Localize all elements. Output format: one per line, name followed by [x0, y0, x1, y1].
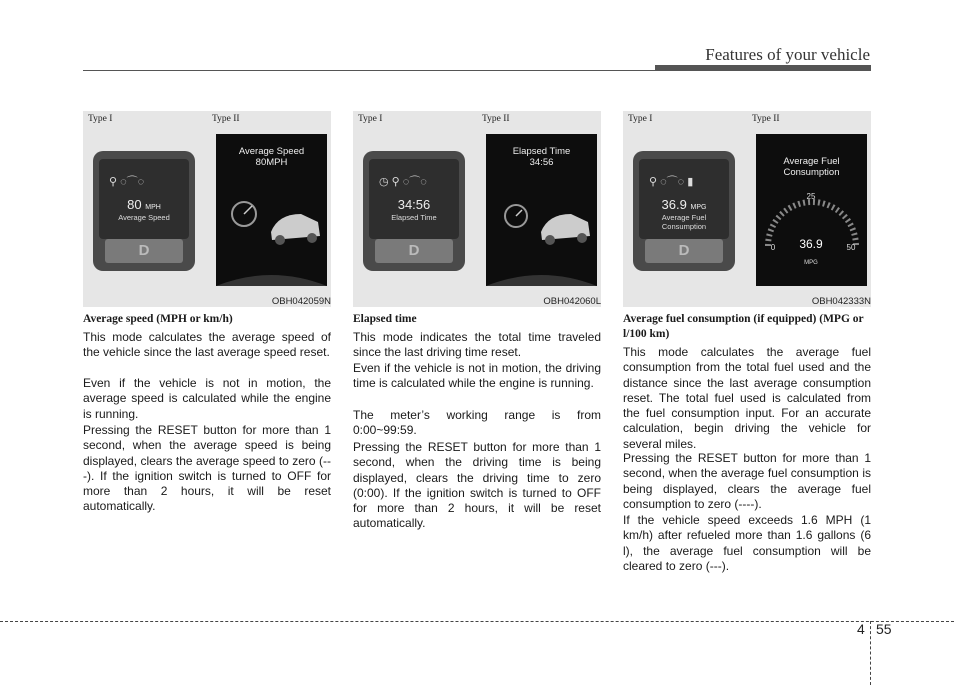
figure-code: OBH042059N [271, 296, 331, 307]
heading-average-fuel-consumption: Average fuel consumption (if equipped) (MPG or l/100 km) [623, 313, 864, 340]
gear-indicator: D [645, 239, 723, 263]
figure-code: OBH042333N [811, 296, 871, 307]
paragraph: Even if the vehicle is not in motion, the driving time is calculated while the engine is running. [353, 361, 601, 391]
cluster-display-type-2 [756, 134, 867, 286]
display-caption: Elapsed Time [391, 213, 437, 222]
key-car-fuel-icon: ⚲ ◌⌒◌ ▮ [649, 176, 694, 188]
display-value: 36.9 [661, 197, 687, 212]
heading-average-speed: Average speed (MPH or km/h) [83, 313, 233, 325]
display-caption-line1: Average Fuel [661, 213, 707, 222]
paragraph: This mode indicates the total time traveled since the last driving time reset. [353, 330, 601, 360]
display-unit: MPH [145, 204, 161, 211]
gear-indicator: D [375, 239, 453, 263]
clock-key-car-icon: ◷ ⚲ ◌⌒◌ [379, 176, 427, 188]
section-title: Features of your vehicle [705, 45, 870, 64]
figure-average-speed [83, 111, 331, 307]
cluster-display-type-1 [363, 151, 465, 271]
gauge-unit: MPG [804, 260, 818, 266]
paragraph: Pressing the RESET button for more than 1 second, when the average speed is being displayed, clears the average speed to zero (---). If the ignition switch is turned to OFF for more than 2 hours, it will be reset automatically. [83, 423, 331, 514]
display-caption-line2: Consumption [661, 222, 707, 231]
type-2-label: Type II [212, 114, 240, 124]
section-number: 4 [857, 621, 865, 637]
figure-average-fuel-consumption [623, 111, 871, 307]
header-rule-bar [655, 65, 871, 71]
cluster-display-type-2 [486, 134, 597, 286]
paragraph: This mode calculates the average fuel consumption from the total fuel used and the distance since the last average consumption reset. The total fuel used is calculated from the fuel consumption input. For an accurate calculation, begin driving the vehicle for several miles. [623, 345, 871, 451]
paragraph: If the vehicle speed exceeds 1.6 MPH (1 km/h) after refueled more than 1.6 gallons (6 l), the average fuel consumption will be cleared to zero (---). [623, 513, 871, 573]
display-value: 34:56 [529, 157, 554, 168]
paragraph: Pressing the RESET button for more than 1 second, when the driving time is being displayed, clears the driving time to zero (0:00). If the ignition switch is turned to OFF for more than 2 hours, it will be reset automatically. [353, 440, 601, 531]
footer-divider [870, 621, 871, 685]
display-title: Elapsed Time [512, 146, 571, 157]
figure-code: OBH042060L [543, 296, 601, 307]
cluster-display-type-1 [93, 151, 195, 271]
clock-car-icon [486, 184, 597, 286]
type-1-label: Type I [88, 114, 113, 124]
footer-rule [0, 621, 954, 622]
paragraph: The meter’s working range is from 0:00~99:59. [353, 408, 601, 438]
page-number: 55 [876, 621, 892, 637]
header-rule [83, 70, 655, 71]
type-1-label: Type I [358, 114, 383, 124]
paragraph: Even if the vehicle is not in motion, the average speed is calculated while the engine is running. [83, 376, 331, 421]
display-unit: MPG [690, 204, 707, 211]
display-title-line2: Consumption [783, 167, 840, 178]
figure-elapsed-time [353, 111, 601, 307]
paragraph: Pressing the RESET button for more than 1 second, when the average fuel consumption is being displayed, clears the average fuel consumption to zero (----). [623, 451, 871, 511]
gauge-label-25: 25 [806, 192, 816, 201]
key-car-icon: ⚲ ◌⌒◌ [109, 176, 145, 188]
display-value: 34:56 [397, 197, 431, 212]
cluster-display-type-2 [216, 134, 327, 286]
display-title: Average Speed [238, 146, 305, 157]
type-1-label: Type I [628, 114, 653, 124]
heading-elapsed-time: Elapsed time [353, 313, 417, 325]
type-2-label: Type II [482, 114, 510, 124]
gauge-value: 36.9 [799, 237, 823, 251]
gauge-label-0: 0 [770, 243, 776, 252]
type-2-label: Type II [752, 114, 780, 124]
fuel-gauge-icon [756, 184, 867, 286]
gauge-label-50: 50 [846, 243, 856, 252]
gear-indicator: D [105, 239, 183, 263]
display-value: 80MPH [255, 157, 288, 168]
display-value: 80 [127, 197, 142, 212]
paragraph: This mode calculates the average speed of the vehicle since the last average speed reset. [83, 330, 331, 360]
display-caption: Average Speed [118, 213, 170, 222]
speedometer-car-icon [216, 184, 327, 286]
display-title-line1: Average Fuel [783, 156, 840, 167]
cluster-display-type-1 [633, 151, 735, 271]
